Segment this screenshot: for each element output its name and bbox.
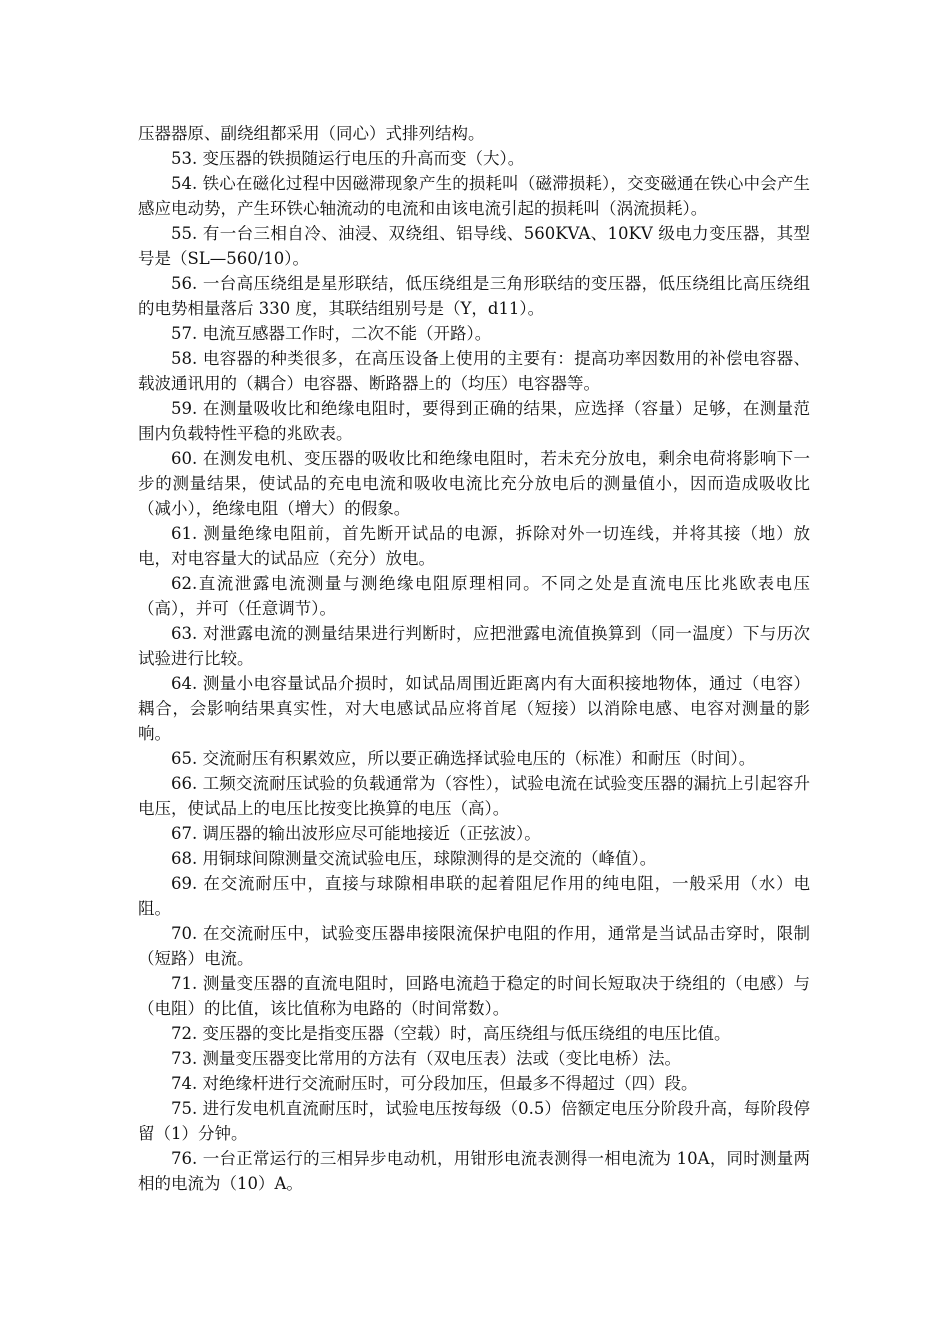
paragraph: 压器器原、副绕组都采用（同心）式排列结构。 xyxy=(138,124,485,143)
paragraph: 63. 对泄露电流的测量结果进行判断时，应把泄露电流值换算到（同一温度）下与历次试验进行比较。 xyxy=(138,624,810,668)
document-body xyxy=(138,121,810,1196)
paragraph: 60. 在测发电机、变压器的吸收比和绝缘电阻时，若未充分放电，剩余电荷将影响下一步的测量结果，使试品的充电电流和吸收电流比充分放电后的测量值小，因而造成吸收比（减小），绝缘电阻（增大）的假象。 xyxy=(138,449,810,518)
paragraph: 72. 变压器的变比是指变压器（空载）时，高压绕组与低压绕组的电压比值。 xyxy=(171,1024,731,1043)
paragraph: 70. 在交流耐压中，试验变压器串接限流保护电阻的作用，通常是当试品击穿时，限制（短路）电流。 xyxy=(138,924,810,968)
paragraph: 57. 电流互感器工作时，二次不能（开路）。 xyxy=(171,324,492,343)
paragraph: 75. 进行发电机直流耐压时，试验电压按每级（0.5）倍额定电压分阶段升高，每阶段停留（1）分钟。 xyxy=(138,1099,810,1143)
paragraph: 66. 工频交流耐压试验的负载通常为（容性），试验电流在试验变压器的漏抗上引起容升电压，使试品上的电压比按变比换算的电压（高）。 xyxy=(138,774,810,818)
paragraph: 59. 在测量吸收比和绝缘电阻时，要得到正确的结果，应选择（容量）足够，在测量范围内负载特性平稳的兆欧表。 xyxy=(138,399,810,443)
paragraph: 68. 用铜球间隙测量交流试验电压，球隙测得的是交流的（峰值）。 xyxy=(171,849,657,868)
paragraph: 67. 调压器的输出波形应尽可能地接近（正弦波）。 xyxy=(171,824,541,843)
paragraph: 53. 变压器的铁损随运行电压的升高而变（大）。 xyxy=(171,149,525,168)
paragraph: 58. 电容器的种类很多，在高压设备上使用的主要有：提高功率因数用的补偿电容器、载波通讯用的（耦合）电容器、断路器上的（均压）电容器等。 xyxy=(138,349,810,393)
paragraph: 65. 交流耐压有积累效应，所以要正确选择试验电压的（标准）和耐压（时间）。 xyxy=(171,749,756,768)
paragraph: 71. 测量变压器的直流电阻时，回路电流趋于稳定的时间长短取决于绕组的（电感）与（电阻）的比值，该比值称为电路的（时间常数）。 xyxy=(138,974,810,1018)
paragraph: 55. 有一台三相自冷、油浸、双绕组、铝导线、560KVA、10KV 级电力变压器，其型号是（SL—560/10）。 xyxy=(138,224,810,268)
paragraph: 62.直流泄露电流测量与测绝缘电阻原理相同。不同之处是直流电压比兆欧表电压（高），并可（任意调节）。 xyxy=(138,574,810,618)
paragraph: 73. 测量变压器变比常用的方法有（双电压表）法或（变比电桥）法。 xyxy=(171,1049,681,1068)
paragraph: 61. 测量绝缘电阻前，首先断开试品的电源，拆除对外一切连线，并将其接（地）放电，对电容量大的试品应（充分）放电。 xyxy=(138,524,810,568)
paragraph: 56. 一台高压绕组是星形联结，低压绕组是三角形联结的变压器，低压绕组比高压绕组的电势相量落后 330 度，其联结组别号是（Y，d11）。 xyxy=(138,274,810,318)
paragraph: 54. 铁心在磁化过程中因磁滞现象产生的损耗叫（磁滞损耗），交变磁通在铁心中会产生感应电动势，产生环铁心轴流动的电流和由该电流引起的损耗叫（涡流损耗）。 xyxy=(138,174,810,218)
paragraph: 69. 在交流耐压中，直接与球隙相串联的起着阻尼作用的纯电阻，一般采用（水）电阻。 xyxy=(138,874,810,918)
paragraph: 74. 对绝缘杆进行交流耐压时，可分段加压，但最多不得超过（四）段。 xyxy=(171,1074,698,1093)
paragraph: 64. 测量小电容量试品介损时，如试品周围近距离内有大面积接地物体，通过（电容）耦合，会影响结果真实性，对大电感试品应将首尾（短接）以消除电感、电容对测量的影响。 xyxy=(138,674,810,743)
paragraph: 76. 一台正常运行的三相异步电动机，用钳形电流表测得一相电流为 10A，同时测量两相的电流为（10）A。 xyxy=(138,1149,810,1193)
